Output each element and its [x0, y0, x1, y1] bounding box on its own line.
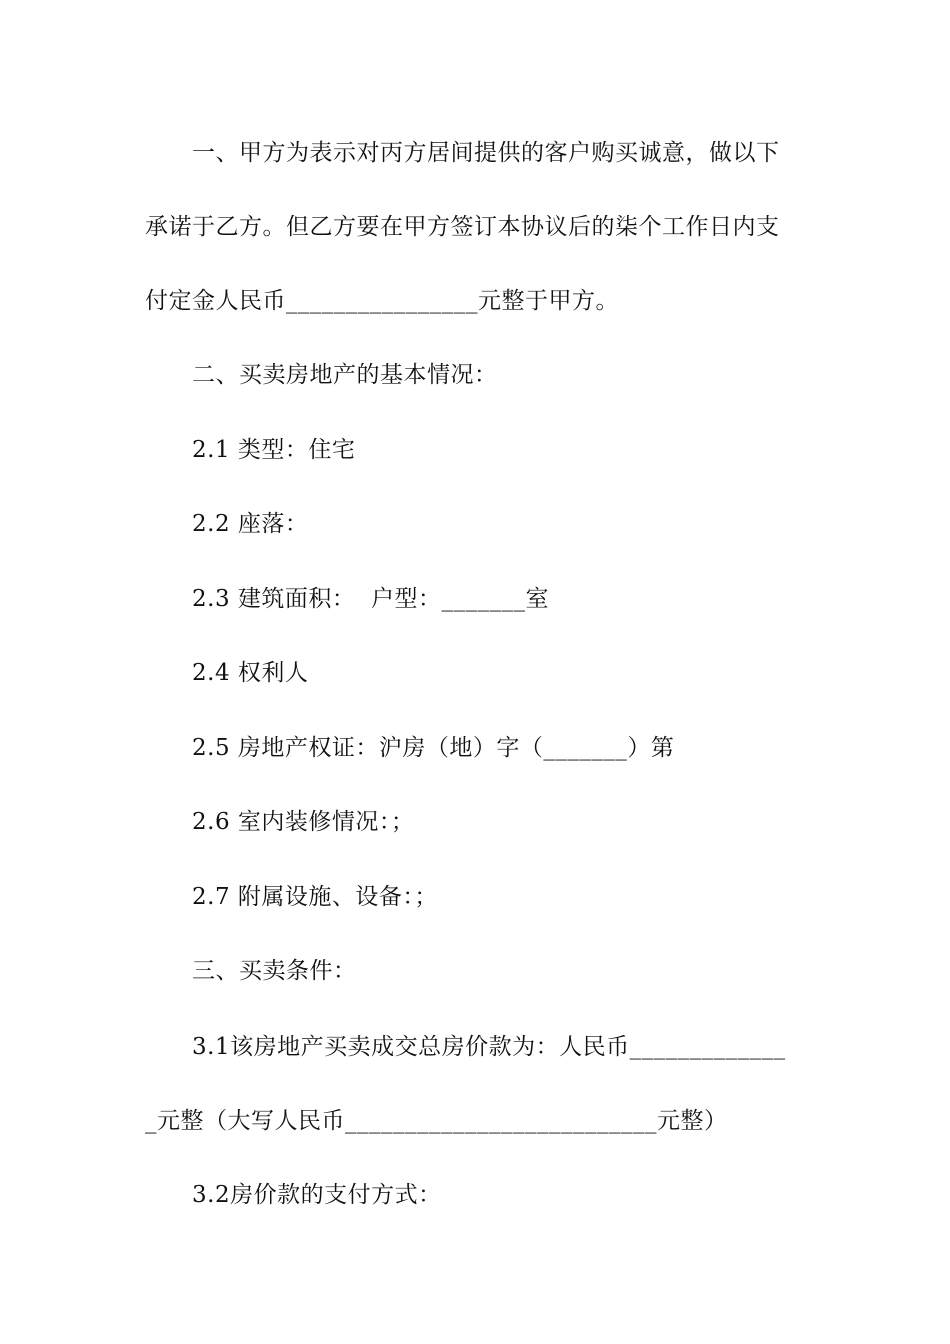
clause-2-1: 2.1 类型：住宅 [192, 437, 356, 463]
clause-2-6: 2.6 室内装修情况：； [192, 809, 415, 835]
paragraph-1-line-2: 承诺于乙方。但乙方要在甲方签订本协议后的柒个工作日内支 [145, 214, 780, 240]
paragraph-1-line-1: 一、甲方为表示对丙方居间提供的客户购买诚意，做以下 [192, 140, 780, 166]
section-heading-3: 三、买卖条件： [192, 958, 357, 984]
section-heading-2: 二、买卖房地产的基本情况： [192, 362, 498, 388]
clause-2-3: 2.3 建筑面积： 户型：_______室 [192, 586, 550, 612]
clause-3-1-line-1: 3.1该房地产买卖成交总房价款为：人民币_____________ [192, 1034, 786, 1060]
paragraph-1-line-3: 付定金人民币________________元整于甲方。 [145, 288, 619, 314]
clause-2-2: 2.2 座落： [192, 511, 309, 537]
clause-3-2: 3.2房价款的支付方式： [192, 1182, 442, 1208]
clause-3-1-line-2: _元整（大写人民币__________________________元整） [145, 1108, 728, 1134]
clause-2-5: 2.5 房地产权证：沪房（地）字（_______）第 [192, 735, 675, 761]
clause-2-7: 2.7 附属设施、设备：； [192, 884, 438, 910]
clause-2-4: 2.4 权利人 [192, 660, 309, 686]
